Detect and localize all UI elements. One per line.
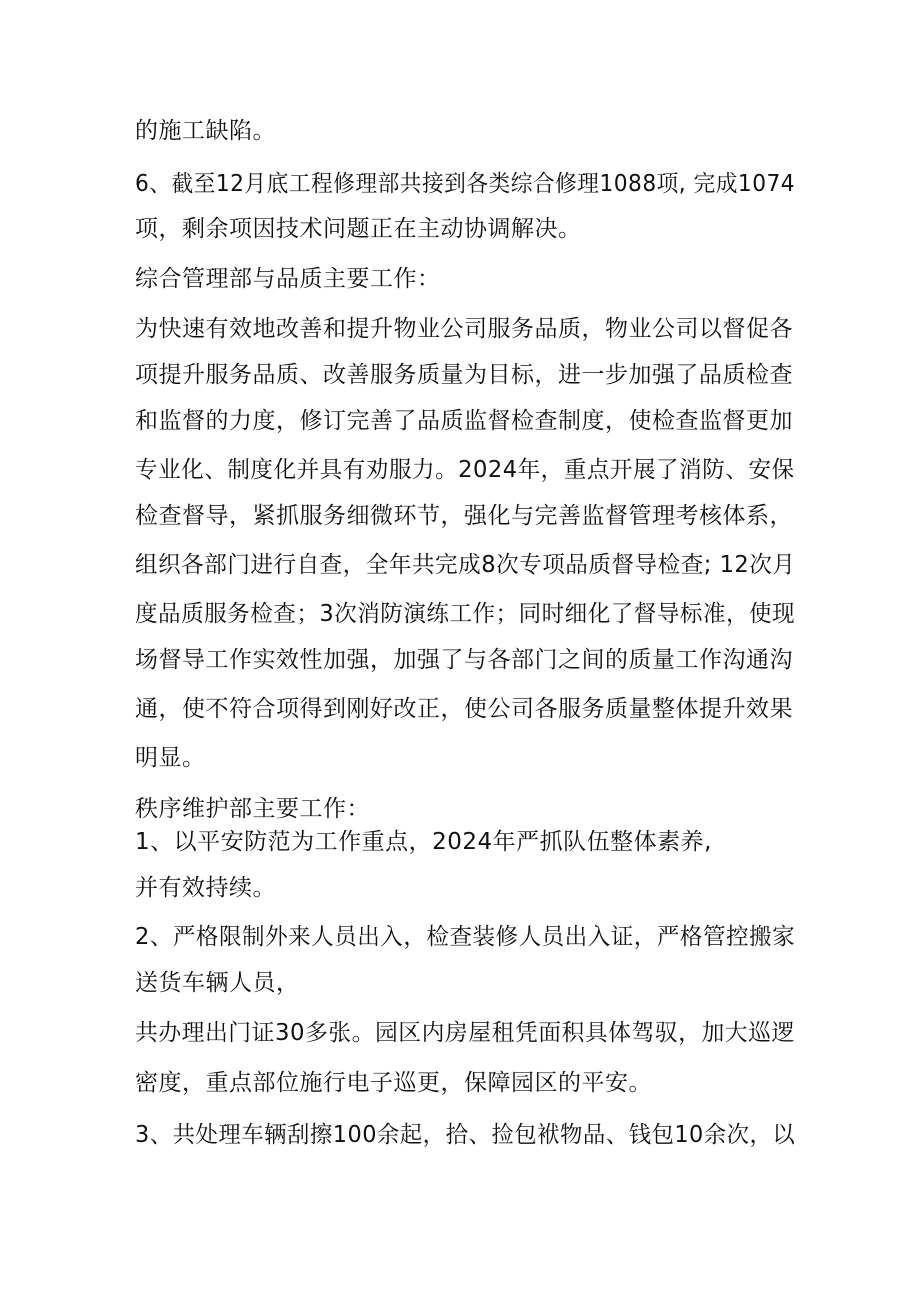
text-line: 为快速有效地改善和提升物业公司服务品质，物业公司以督促各 bbox=[135, 316, 793, 342]
section-heading: 秩序维护部主要工作： bbox=[135, 796, 370, 822]
text-line: 6、截至12月底工程修理部共接到各类综合修理1088项, 完成1074 bbox=[135, 171, 796, 197]
text-line: 并有效持续。 bbox=[135, 875, 276, 901]
text-line: 项提升服务品质、改善服务质量为目标，进一步加强了品质检查 bbox=[135, 362, 793, 388]
text-line: 共办理出门证30多张。园区内房屋租凭面积具体驾驭，加大巡逻 bbox=[135, 1020, 795, 1046]
text-line: 送货车辆人员， bbox=[135, 970, 300, 996]
text-line: 项，剩余项因技术问题正在主动协调解决。 bbox=[135, 216, 582, 242]
text-line: 明显。 bbox=[135, 745, 206, 771]
text-line: 组织各部门进行自查，全年共完成8次专项品质督导检查; 12次月 bbox=[135, 552, 796, 578]
section-heading: 综合管理部与品质主要工作： bbox=[135, 266, 441, 292]
text-line: 1、以平安防范为工作重点，2024年严抓队伍整体素养, bbox=[135, 829, 712, 855]
text-line: 场督导工作实效性加强，加强了与各部门之间的质量工作沟通沟 bbox=[135, 647, 793, 673]
text-line: 专业化、制度化并具有劝服力。2024年，重点开展了消防、安保 bbox=[135, 457, 795, 483]
text-line: 通，使不符合项得到刚好改正，使公司各服务质量整体提升效果 bbox=[135, 696, 793, 722]
text-line: 3、共处理车辆刮擦100余起，拾、捡包袱物品、钱包10余次，以 bbox=[135, 1122, 796, 1148]
text-line: 密度，重点部位施行电子巡更，保障园区的平安。 bbox=[135, 1070, 652, 1096]
text-line: 和监督的力度，修订完善了品质监督检查制度，使检查监督更加 bbox=[135, 408, 793, 434]
text-line: 检查督导，紧抓服务细微环节，强化与完善监督管理考核体系， bbox=[135, 503, 793, 529]
text-line: 度品质服务检查；3次消防演练工作；同时细化了督导标准，使现 bbox=[135, 601, 796, 627]
text-line: 2、严格限制外来人员出入，检查装修人员出入证，严格管控搬家 bbox=[135, 924, 796, 950]
text-line: 的施工缺陷。 bbox=[135, 118, 276, 144]
